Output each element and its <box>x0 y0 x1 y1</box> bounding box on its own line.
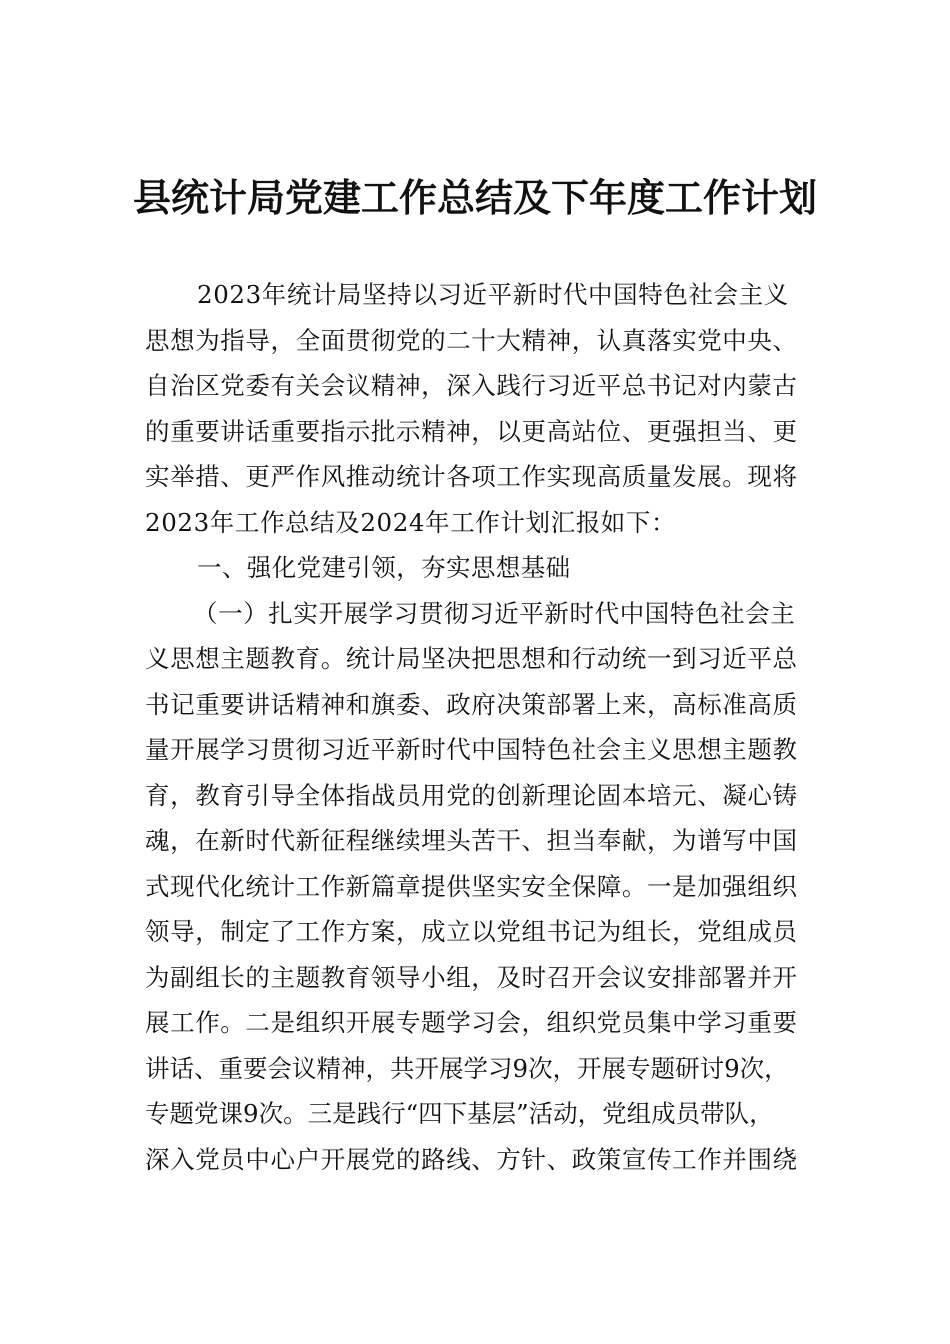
paragraph-line: 展工作。二是组织开展专题学习会，组织党员集中学习重要 <box>145 1008 798 1037</box>
paragraph-line: 书记重要讲话精神和旗委、政府决策部署上来，高标准高质 <box>145 689 798 719</box>
intro-line: 自治区党委有关会议精神，深入践行习近平总书记对内蒙古 <box>145 371 798 400</box>
intro-line: 2023年工作总结及2024年工作计划汇报如下： <box>145 507 677 537</box>
paragraph-line: 魂，在新时代新征程继续埋头苦干、担当奉献，为谱写中国 <box>145 826 798 855</box>
paragraph-line: 深入党员中心户开展党的路线、方针、政策宣传工作并围绕 <box>145 1144 798 1174</box>
section-heading: 一、强化党建引领，夯实思想基础 <box>197 553 571 582</box>
paragraph-line: 式现代化统计工作新篇章提供坚实安全保障。一是加强组织 <box>145 871 798 901</box>
paragraph-line: 专题党课9次。三是践行“四下基层”活动，党组成员带队， <box>145 1099 774 1128</box>
paragraph-line: 领导，制定了工作方案，成立以党组书记为组长，党组成员 <box>145 917 798 946</box>
intro-line: 的重要讲话重要指示批示精神，以更高站位、更强担当、更 <box>145 416 798 446</box>
paragraph-line: 育，教育引导全体指战员用党的创新理论固本培元、凝心铸 <box>145 780 798 810</box>
document-title: 县统计局党建工作总结及下年度工作计划 <box>132 175 817 220</box>
paragraph-line: （一）扎实开展学习贯彻习近平新时代中国特色社会主 <box>193 598 796 628</box>
document-body <box>145 272 807 1182</box>
intro-line: 2023年统计局坚持以习近平新时代中国特色社会主义 <box>197 280 789 309</box>
paragraph-line: 讲话、重要会议精神，共开展学习9次，开展专题研讨9次， <box>145 1053 789 1083</box>
paragraph-line: 为副组长的主题教育领导小组，及时召开会议安排部署并开 <box>145 962 798 992</box>
paragraph-line: 量开展学习贯彻习近平新时代中国特色社会主义思想主题教 <box>145 735 798 764</box>
intro-line: 思想为指导，全面贯彻党的二十大精神，认真落实党中央、 <box>145 325 798 355</box>
paragraph-line: 义思想主题教育。统计局坚决把思想和行动统一到习近平总 <box>145 644 798 673</box>
intro-line: 实举措、更严作风推动统计各项工作实现高质量发展。现将 <box>145 462 798 491</box>
